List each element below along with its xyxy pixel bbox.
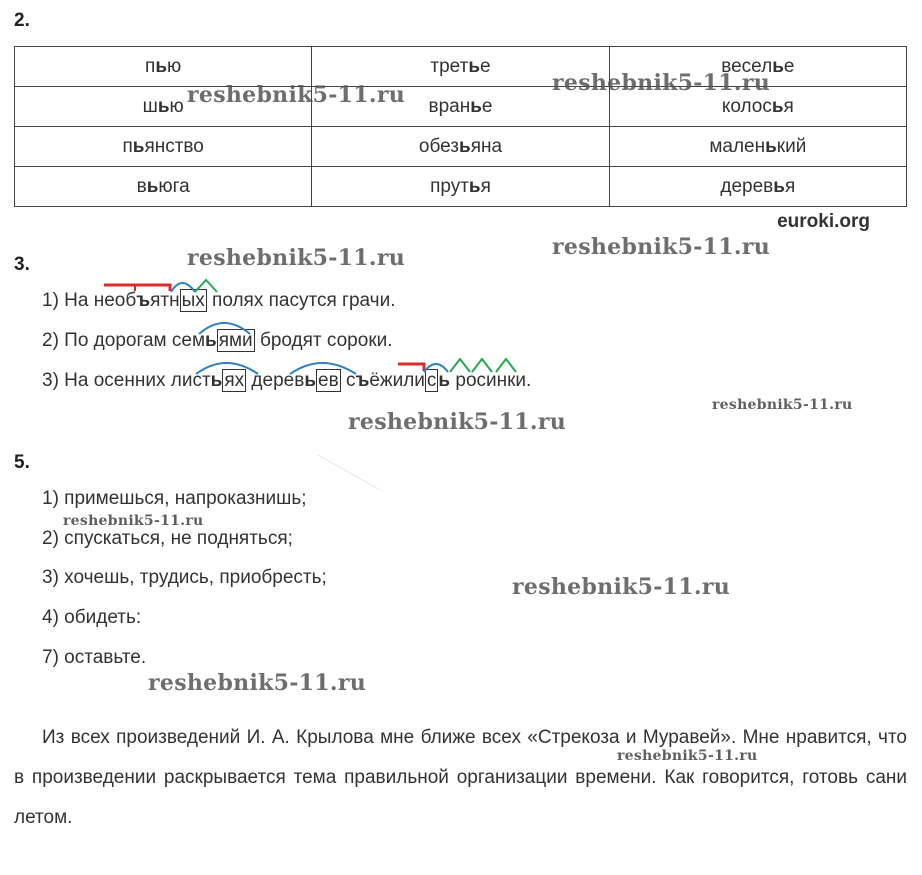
ending-box: ями	[218, 330, 253, 351]
table-cell: шью	[15, 87, 312, 127]
ending-box: ых	[181, 290, 205, 311]
table-row	[15, 87, 907, 127]
watermark: reshebnik5-11.ru	[617, 748, 758, 764]
watermark: reshebnik5-11.ru	[552, 234, 771, 260]
table-cell: вранье	[312, 87, 609, 127]
ending-box: с	[426, 370, 437, 391]
table-cell: прутья	[312, 167, 609, 207]
table-cell: третье	[312, 47, 609, 87]
table-cell: вьюга	[15, 167, 312, 207]
watermark: reshebnik5-11.ru	[187, 82, 406, 108]
table-cell: колосья	[609, 87, 906, 127]
site-label: euroki.org	[777, 211, 870, 232]
watermark: reshebnik5-11.ru	[712, 397, 853, 413]
list-item: 2) спускаться, не подняться;	[42, 528, 293, 549]
table-row	[15, 47, 907, 87]
table-cell: веселье	[609, 47, 906, 87]
sentence-3: 3) На осенних листь ях деревь ев съёжили с ь росинки.	[42, 370, 532, 391]
table-cell: деревья	[609, 167, 906, 207]
watermark: reshebnik5-11.ru	[148, 670, 367, 696]
exercise-2-number: 2.	[14, 10, 30, 31]
exercise-5-number: 5.	[14, 452, 30, 473]
table-cell: обезьяна	[312, 127, 609, 167]
watermark: reshebnik5-11.ru	[187, 245, 406, 271]
sentence-1: 1) На необъятн ых полях пасутся грачи.	[42, 290, 396, 311]
watermark: reshebnik5-11.ru	[552, 70, 771, 96]
list-item: 1) примешься, напроказнишь;	[42, 488, 307, 509]
ending-box: ях	[224, 370, 245, 391]
sentence-2: 2) По дорогам семь ями бродят сороки.	[42, 330, 393, 351]
watermark: reshebnik5-11.ru	[348, 409, 567, 435]
table-row	[15, 167, 907, 207]
soft-sign-table	[14, 46, 907, 207]
essay-paragraph: Из всех произведений И. А. Крылова мне ближе всех «Стрекоза и Муравей». Мне нравится, что в произведении раскрывается тема правильной организации времени. Как говорится, готовь сани летом.	[14, 727, 907, 828]
exercise-3-number: 3.	[14, 254, 30, 275]
table-cell: пьянство	[15, 127, 312, 167]
ending-box: ев	[318, 370, 339, 391]
watermark: reshebnik5-11.ru	[512, 574, 731, 600]
table-cell: пью	[15, 47, 312, 87]
list-item: 4) обидеть:	[42, 607, 142, 628]
watermark: reshebnik5-11.ru	[63, 513, 204, 529]
list-item: 7) оставьте.	[42, 647, 147, 668]
table-cell: маленький	[609, 127, 906, 167]
faint-scratch	[318, 455, 380, 490]
table-row	[15, 127, 907, 167]
list-item: 3) хочешь, трудись, приобресть;	[42, 567, 327, 588]
